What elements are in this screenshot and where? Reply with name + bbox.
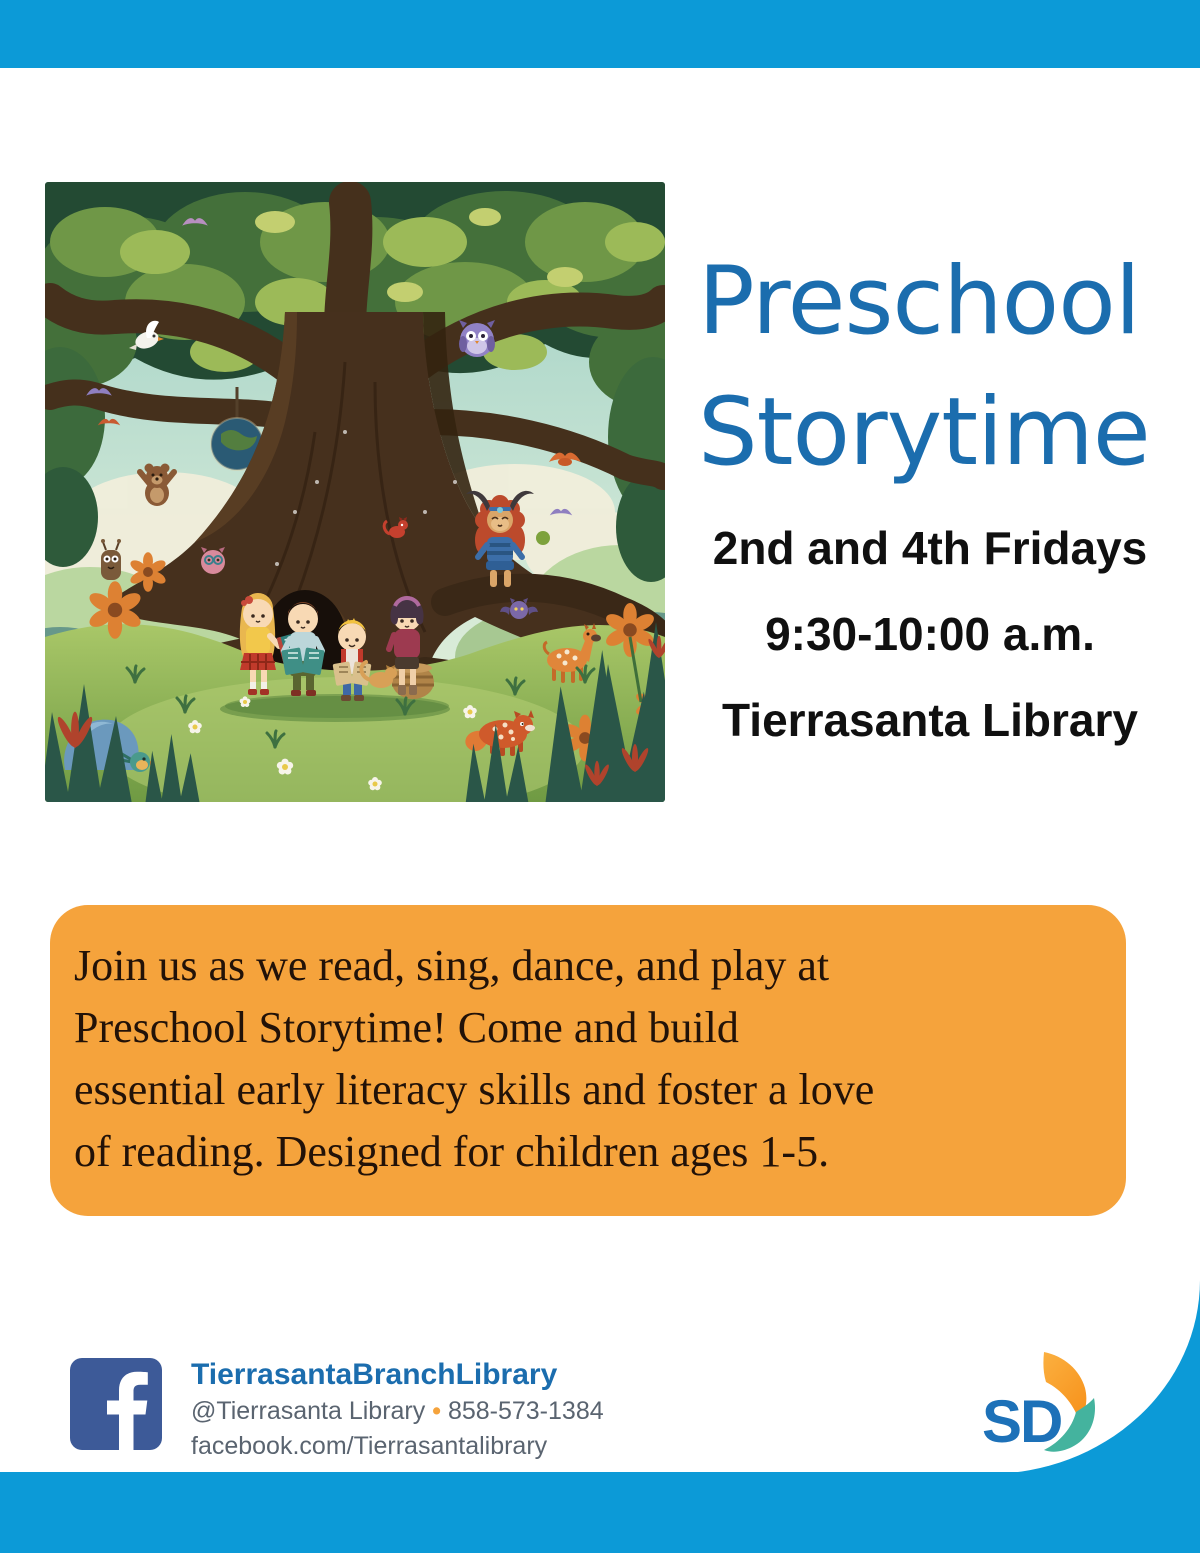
- description-line: essential early literacy skills and foster a love: [74, 1065, 875, 1114]
- facebook-icon: [70, 1358, 162, 1450]
- city-of-san-diego-logo: [982, 1350, 1110, 1452]
- sd-logo-text: SD: [982, 1388, 1062, 1452]
- schedule-time: 9:30-10:00 a.m.: [765, 608, 1095, 660]
- description-line: of reading. Designed for children ages 1-5.: [74, 1127, 830, 1176]
- facebook-handle-line: [191, 1394, 671, 1429]
- schedule-days: 2nd and 4th Fridays: [712, 522, 1148, 574]
- schedule-location: Tierrasanta Library: [722, 694, 1138, 746]
- facebook-page-name: TierrasantaBranchLibrary: [191, 1358, 558, 1391]
- title-line-2: Storytime: [698, 378, 1150, 487]
- pink-creature: [201, 547, 225, 574]
- title-line-1: Preschool: [698, 247, 1140, 356]
- page-title: [698, 236, 1178, 498]
- bullet-separator: •: [432, 1397, 441, 1425]
- description-line: Preschool Storytime! Come and build: [74, 1003, 739, 1052]
- green-ball: [536, 531, 550, 545]
- description-line: Join us as we read, sing, dance, and play at: [74, 941, 830, 990]
- facebook-handle: @Tierrasanta Library: [191, 1397, 426, 1425]
- schedule: [655, 505, 1200, 763]
- top-accent-bar: [0, 0, 1200, 68]
- purple-owl: [459, 320, 495, 357]
- facebook-info: [191, 1356, 671, 1464]
- description-box: [50, 905, 1126, 1216]
- bottom-accent-bar: [0, 1472, 1200, 1553]
- facebook-url: facebook.com/Tierrasantalibrary: [191, 1432, 548, 1460]
- phone-number: 858-573-1384: [447, 1397, 604, 1425]
- storytime-illustration: [45, 182, 665, 802]
